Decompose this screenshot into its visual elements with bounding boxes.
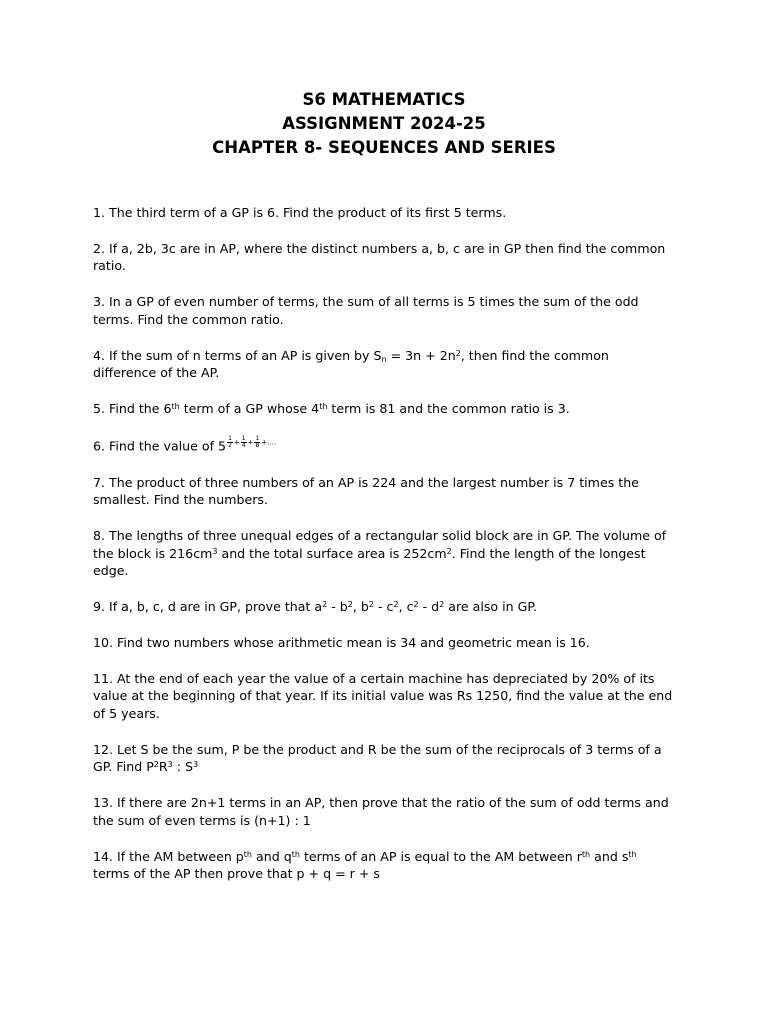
question-4: 4. If the sum of n terms of an AP is given by $S_n = 3n + 2n^2$, then find the common difference of the AP. [93,347,609,381]
question-2: 2. If a, 2b, 3c are in AP, where the distinct numbers a, b, c are in GP then find the common ratio. [93,241,666,274]
question-3: 3. In a GP of even number of terms, the sum of all terms is 5 times the sum of the odd terms. Find the common ratio. [93,294,639,327]
question-7: 7. The product of three numbers of an AP is 224 and the largest number is 7 times the smallest. Find the numbers. [93,474,639,508]
question-13: 13. If there are 2n+1 terms in an AP, then prove that the ratio of the sum of odd terms and the sum of even terms is (n+1) : 1 [93,795,669,828]
chapter-title: CHAPTER 8- SEQUENCES AND SERIES [212,138,556,157]
exponent-series: $\frac{1}{2}$ + $\frac{1}{4}$ + $\frac{1}{8}$ +.... [228,435,277,450]
subject-title: S6 MATHEMATICS [302,90,466,109]
question-11: 11. At the end of each year the value of a certain machine has depreciated by 20% of its value at the beginning of that year. If its initial value was Rs 1250, find the value at the end of 5 years. [93,670,673,721]
question-8: 8. The lengths of three unequal edges of a rectangular solid block are in GP. The volume of the block is $216cm^3$ and the total surface area is $252cm^2$. Find the length of the longest edge. [93,528,667,578]
assignment-title: ASSIGNMENT 2024-25 [282,114,486,133]
question-5: 5. Find the 6th term of a GP whose 4th term is 81 and the common ratio is 3. [93,401,570,417]
question-14: 14. If the AM between $p^{th}$ and $q^{th}$ terms of an AP is equal to the AM between $r^{th}$ and $s^{th}$ terms of the AP then prove that p + q = r + s [93,848,637,881]
question-6: 6. Find the value of 5 $\frac{1}{2}$ + $\frac{1}{4}$ + $\frac{1}{8}$ +.... [93,435,277,454]
question-12: 12. Let S be the sum, P be the product and R be the sum of the reciprocals of 3 terms of a GP. Find $P^2R^3$ : $S^3$ [93,741,662,775]
document-header [0,88,768,160]
question-list [93,204,673,901]
question-10: 10. Find two numbers whose arithmetic mean is 34 and geometric mean is 16. [93,634,590,650]
question-1: 1. The third term of a GP is 6. Find the product of its first 5 terms. [93,205,507,220]
question-9: 9. If a, b, c, d are in GP, prove that $a^2 - b^2$, $b^2 - c^2$, $c^2 - d^2$ are also in GP. [93,598,537,614]
